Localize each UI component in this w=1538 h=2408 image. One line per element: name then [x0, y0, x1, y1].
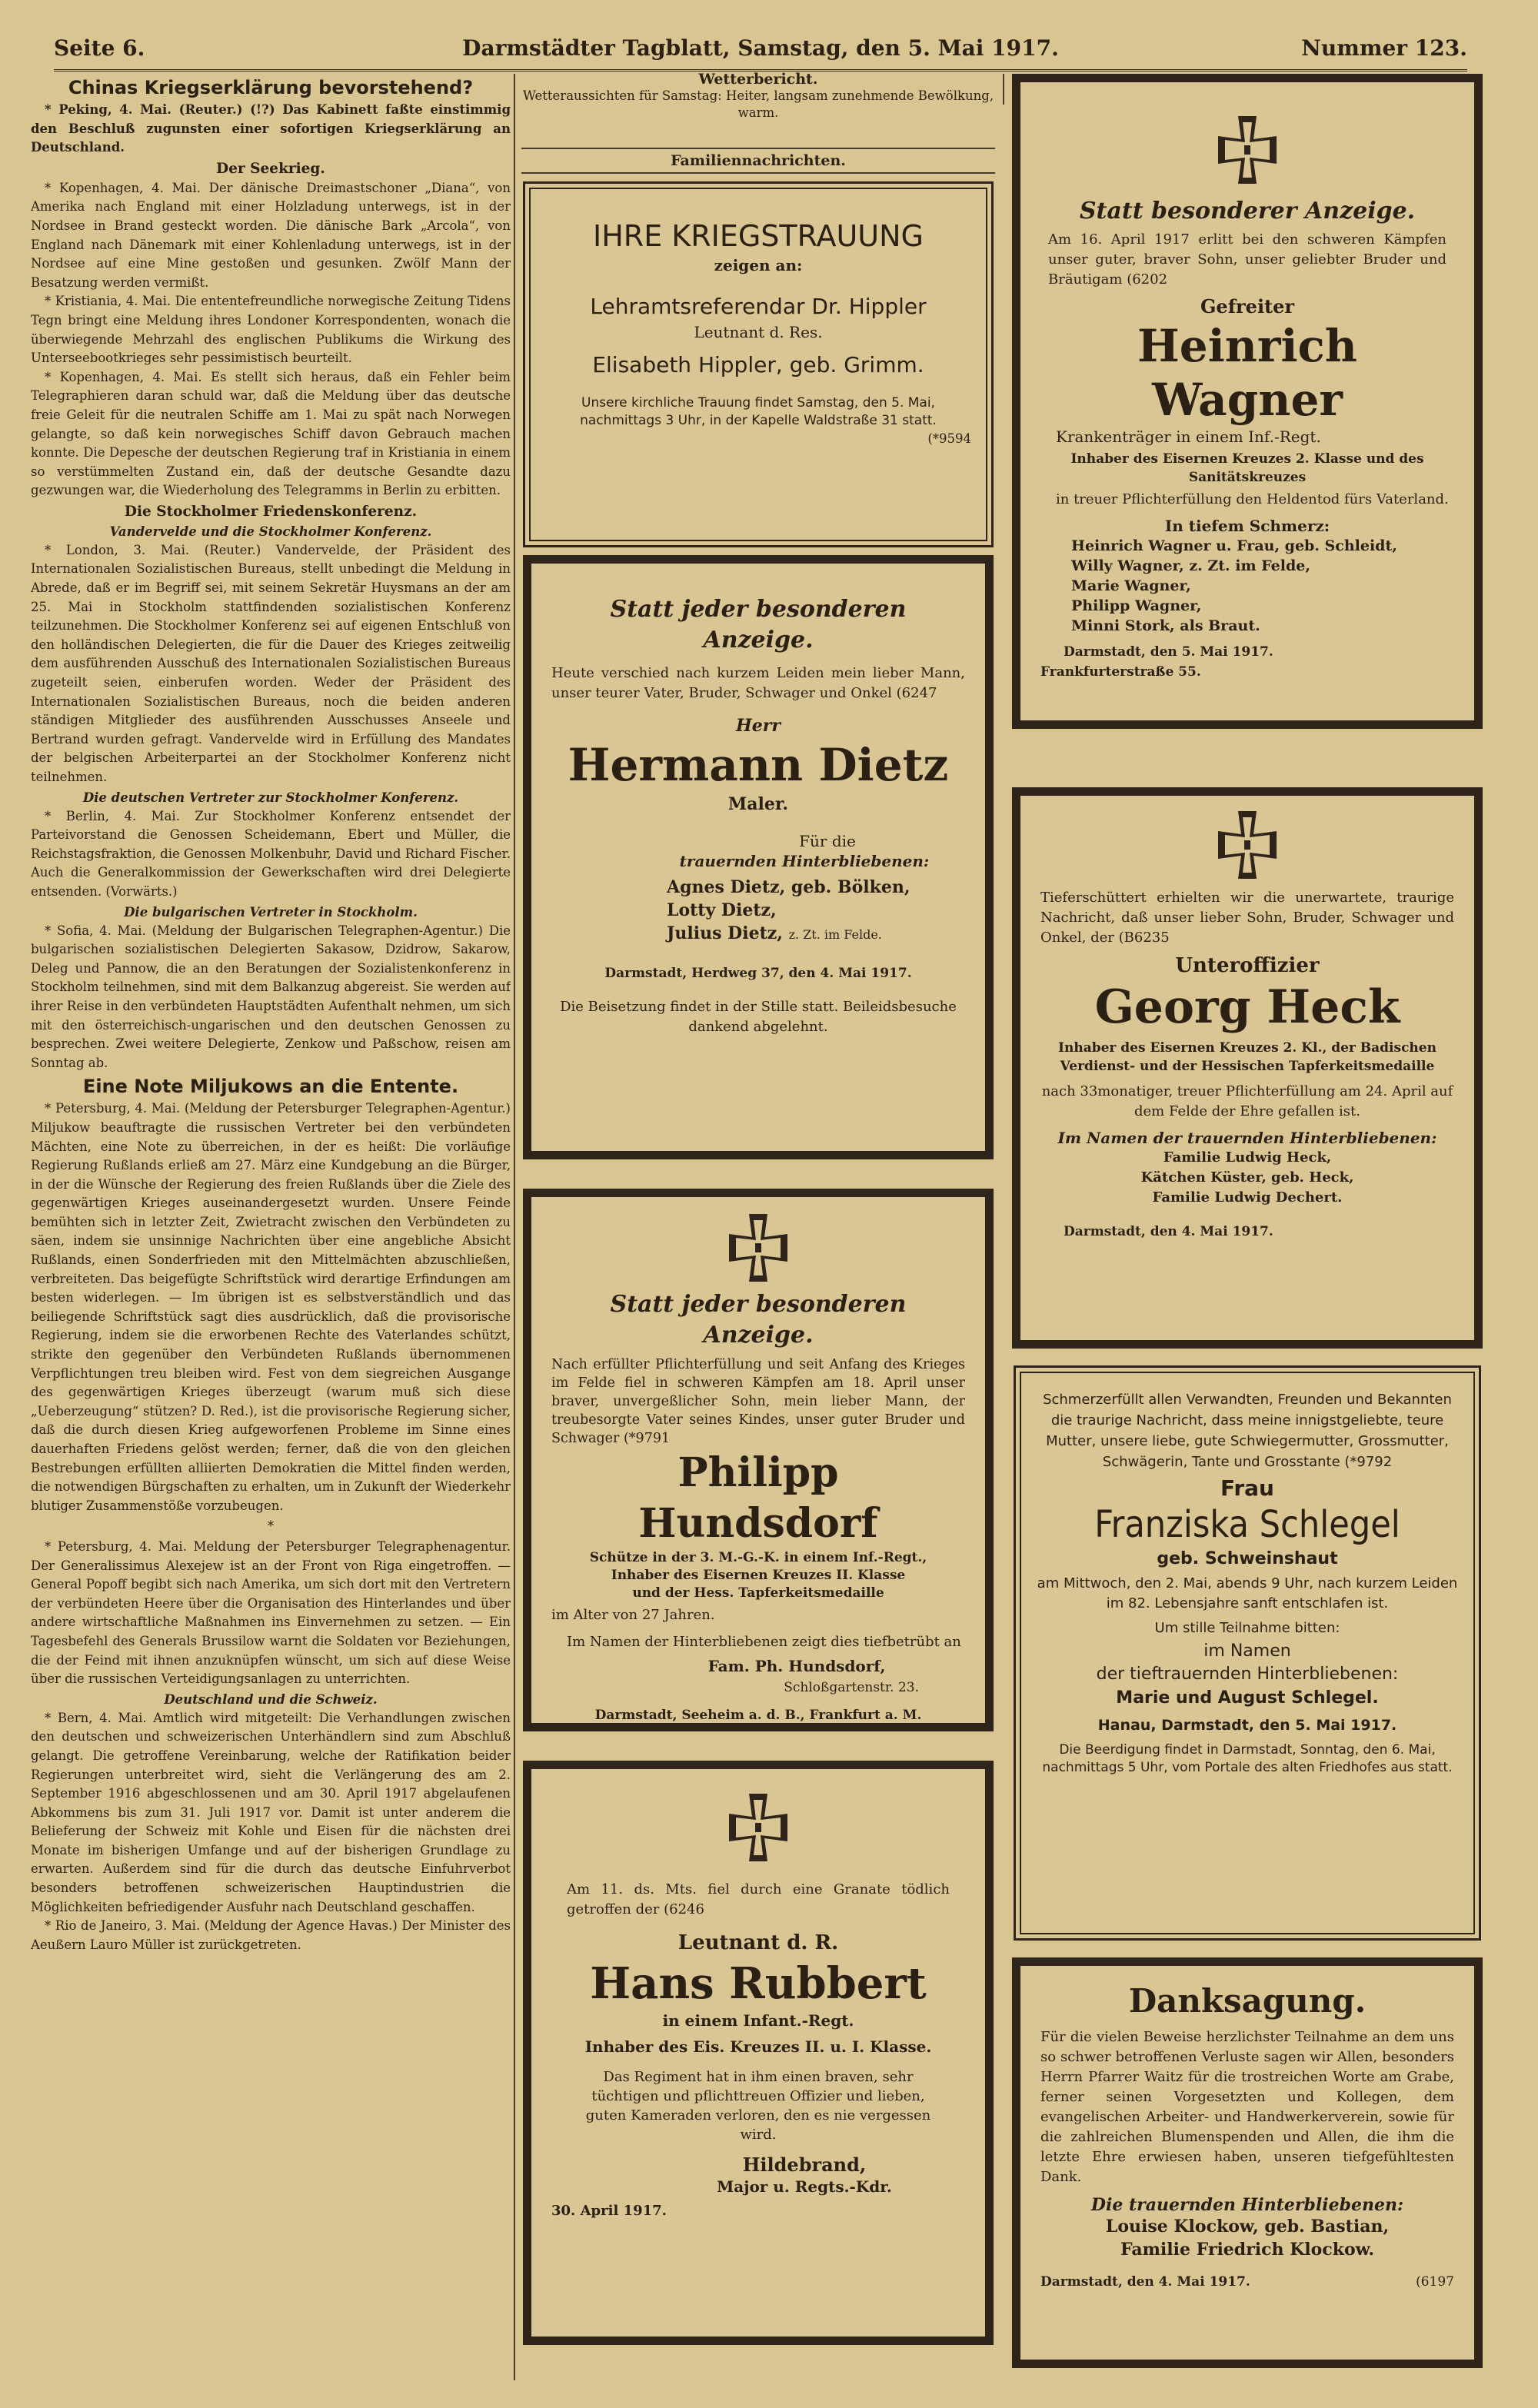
subheading: Deutschland und die Schweiz. [164, 1691, 378, 1707]
ad-place-date: Darmstadt, den 5. Mai 1917. [1064, 644, 1273, 660]
iron-cross-icon [720, 1209, 797, 1286]
mourner-3: Familie Ludwig Dechert. [1152, 1189, 1343, 1206]
ad-text [1036, 1389, 1459, 1472]
grief-label: In tiefem Schmerz: [1164, 517, 1330, 535]
subheading: Die bulgarischen Vertreter in Stockholm. [124, 904, 418, 920]
im-namen: im Namen [1203, 1641, 1291, 1661]
section-heading: Der Seekrieg. [216, 160, 325, 177]
mourner-5: Minni Stork, als Braut. [1071, 617, 1260, 634]
ad-text [1040, 230, 1454, 290]
deceased-name: Hans Rubbert [590, 1958, 927, 2009]
ad-heading: Statt besonderer Anzeige. [1079, 198, 1416, 225]
ad-text: Für die vielen Beweise herzlichster Teilnahme an dem uns so schwer betroffenen Verluste sagen wir Allen, besonders Herrn Pfarrer Waitz für die trostreichen Worte am Grabe, ferner seinen Vorgesetzten und Kollegen, dem evangelischen Arbeiter- und Handwerkerverein, sowie für die zahlreichen Blumenspenden und Allen, die ihm die letzte Ehre erwiesen haben, unseren tiefgefühltesten Dank. [1040, 2029, 1454, 2185]
wedding-sub: zeigen an: [714, 256, 803, 274]
ad-wedding-hippler [523, 181, 994, 547]
article-paragraph: * Petersburg, 4. Mai. Meldung der Petersburger Telegraphenagentur. Der Generalissimus Alexejew ist an der Front von Riga eingetroffen. — General Popoff begibt sich nach Amerika, um sich dort mit den Vertretern der verbündeten Heere über die Organisation des Hinterlandes und über andere wirtschaftliche Maßnahmen ins Einvernehmen zu setzen. — Ein Tagesbefehl des Generals Brussilow warnt die Soldaten vor Beziehungen, die der Feind mit ihnen anzuknüpfen wünscht, um sich auf diese Weise über die russischen Verteidigungsanlagen zu unterrichten. [31, 1538, 511, 1687]
article-paragraph: * Sofia, 4. Mai. (Meldung der Bulgarischen Telegraphen-Agentur.) Die bulgarischen sozialistischen Delegierten Sakasow, Dzidrow, Sakarow, Deleg und Pannow, die an den Beratungen der Sozialistenkonferenz in Stockholm teilnehmen, sind mit dem Balkanzug abgereist. Sie werden auf ihrer Reise in den verbündeten Hauptstädten Aufenthalt nehmen, um sich mit den österreichisch-ungarischen und den deutschen Genossen zu besprechen. Zwei weitere Delegierte, Zenkow und Paßschow, reisen am Sonntag ab. [31, 923, 511, 1070]
mourner-2: Kätchen Küster, geb. Heck, [1140, 1169, 1354, 1186]
rank: Leutnant d. R. [677, 1931, 839, 1954]
mourner-1: Heinrich Wagner u. Frau, geb. Schleidt, [1071, 537, 1397, 554]
ad-text-body: Heute verschied nach kurzem Leiden mein lieber Mann, unser teurer Vater, Bruder, Schwager und Onkel [551, 665, 965, 701]
ad-obituary-hundsdorf [523, 1189, 994, 1731]
issue-number: Nummer 123. [1301, 35, 1467, 61]
ad-text-body: Nach erfüllter Pflichterfüllung und seit Anfang des Krieges im Felde fiel in schweren Kämpfen am 18. April unser braver, unvergeßlicher Sohn, mein lieber Mann, der treubesorgte Vater seines Kindes, unser guter Bruder und Schwager [551, 1357, 965, 1446]
mourner-2: Willy Wagner, z. Zt. im Felde, [1071, 557, 1310, 574]
ad-heading: Danksagung. [1128, 1982, 1367, 2020]
ad-text-body: Schmerzerfüllt allen Verwandten, Freunden und Bekannten die traurige Nachricht, dass meine innigstgeliebte, teure Mutter, unsere liebe, gute Schwiegermutter, Grossmutter, Schwägerin, Tante und Grosstante [1043, 1392, 1452, 1470]
article-headline: Eine Note Miljukows an die Entente. [82, 1076, 459, 1098]
ad-code: (6197 [1416, 2274, 1454, 2290]
deceased-name: Franziska Schlegel [1094, 1503, 1400, 1546]
mourner-names: Marie und August Schlegel. [1116, 1688, 1379, 1708]
ad-code: (6246 [664, 1901, 704, 1917]
maiden-name: geb. Schweinshaut [1157, 1549, 1338, 1568]
groom-name: Lehramtsreferendar Dr. Hippler [590, 294, 927, 319]
groom-rank: Leutnant d. Res. [694, 323, 823, 341]
ad-code: (*9792 [1344, 1454, 1393, 1470]
heldentod-line: in treuer Pflichterfüllung den Heldentod fürs Vaterland. [1056, 491, 1449, 507]
mourner-2: Familie Friedrich Klockow. [1120, 2240, 1375, 2260]
article-paragraph: * Peking, 4. Mai. (Reuter.) (!?) Das Kabinett faßte einstimmig den Beschluß zugunsten einer sofortigen Kriegserklärung an Deutschland. [31, 102, 511, 155]
ad-place-date: Darmstadt, den 4. Mai 1917. [1064, 1224, 1273, 1239]
award-line: Inhaber des Eisernen Kreuzes 2. Klasse und des Sanitätskreuzes [1070, 451, 1424, 485]
deceased-name: Georg Heck [1094, 980, 1400, 1034]
request-line: Um stille Teilnahme bitten: [1154, 1620, 1340, 1636]
mourner-3-note: z. Zt. im Felde. [788, 927, 882, 942]
ad-place-date: Darmstadt, Herdweg 37, den 4. Mai 1917. [604, 966, 912, 981]
separator: * [267, 1518, 275, 1534]
ad-code: (*9791 [623, 1431, 671, 1446]
news-column [31, 74, 511, 2388]
ad-place-date: Darmstadt, Seeheim a. d. B., Frankfurt a. M. [594, 1708, 922, 1723]
rank-line: Schütze in der 3. M.-G.-K. in einem Inf.-Regt., [589, 1550, 927, 1565]
article-paragraph: * Rio de Janeiro, 3. Mai. (Meldung der Agence Havas.) Der Minister des Aeußern Lauro Müller ist zurückgetreten. [31, 1918, 511, 1952]
ad-obituary-schlegel [1014, 1365, 1481, 1941]
masthead-title: Darmstädter Tagblatt, Samstag, den 5. Mai 1917. [462, 35, 1059, 61]
ad-heading: Statt jeder besonderen Anzeige. [610, 1291, 907, 1349]
deceased-job: Maler. [727, 794, 789, 814]
award-line: Inhaber des Eisernen Kreuzes 2. Kl., der Badischen Verdienst- und der Hessischen Tapferkeitsmedaille [1058, 1040, 1436, 1074]
mourner-1: Agnes Dietz, geb. Bölken, [667, 877, 910, 897]
page-header [54, 31, 1467, 72]
ad-obituary-dietz [523, 555, 994, 1159]
service-line: nach 33monatiger, treuer Pflichterfüllung am 24. April auf dem Felde der Ehre gefallen ist. [1041, 1083, 1453, 1119]
award-line: Inhaber des Eisernen Kreuzes II. Klasse [611, 1568, 906, 1583]
subheading: Die deutschen Vertreter zur Stockholmer Konferenz. [82, 790, 459, 805]
mourners-label: Im Namen der trauernden Hinterbliebenen: [1057, 1129, 1437, 1147]
page-number: Seite 6. [54, 35, 145, 61]
mourner-1: Familie Ludwig Heck, [1163, 1149, 1332, 1166]
for-label: Für die [799, 832, 856, 850]
ad-text [551, 1355, 965, 1448]
mourners-label: der tieftrauernden Hinterbliebenen: [1096, 1665, 1399, 1684]
ad-text-body: Tieferschüttert erhielten wir die unerwartete, traurige Nachricht, daß unser lieber Sohn, Bruder, Schwager und Onkel, der [1040, 890, 1454, 946]
ad-text-body: Am 16. April 1917 erlitt bei den schweren Kämpfen unser guter, braver Sohn, unser geliebter Bruder und Bräutigam [1048, 231, 1446, 288]
ad-obituary-rubbert [523, 1761, 994, 2345]
ad-address: Frankfurterstraße 55. [1040, 664, 1201, 680]
rank: Gefreiter [1200, 295, 1295, 318]
ad-note: Die Beisetzung findet in der Stille statt. Beileidsbesuche dankend abgelehnt. [560, 999, 957, 1035]
signature-title: Major u. Regts.-Kdr. [717, 2177, 892, 2196]
article-paragraph: * Kopenhagen, 4. Mai. Der dänische Dreimastschoner „Diana“, von Amerika nach England mit einer Holzladung unterwegs, ist in der Nordsee in Brand gesteckt worden. Die dänische Bark „Arcola“, von England nach Dänemark mit einer Kohlenladung unterwegs, ist in der Nordsee auf eine Mine gestoßen und gesunken. Zwölf Mann der Besatzung werden vermißt. [31, 180, 511, 290]
rank: Unteroffizier [1175, 954, 1320, 977]
family-address: Schloßgartenstr. 23. [784, 1680, 919, 1695]
ad-thanks-klockow [1012, 1957, 1483, 2368]
ad-obituary-heck [1012, 787, 1483, 1349]
mourner-3-name: Julius Dietz, [667, 923, 783, 943]
ad-text [551, 1880, 965, 1920]
announce-line: Im Namen der Hinterbliebenen zeigt dies tiefbetrübt an [567, 1634, 961, 1650]
article-paragraph: * London, 3. Mai. (Reuter.) Vandervelde, der Präsident des Internationalen Sozialistischen Bureaus, stellt unbedingt die Meldung in Abrede, daß er im Begriff sei, mit seinem Sekretär Huysmans an der am 25. Mai in Stockholm stattfindenden sozialistischen Konferenz teilzunehmen. Die Stockholmer Konferenz sei auf eigenen Entschluß von den holländischen Delegierten, die für die Dauer des Krieges zeitweilig dem ausführenden Ausschuß des Internationalen Sozialistischen Bureaus zugeteilt seien, einberufen worden. Weder der Präsident des Internationalen Sozialistischen Bureaus, noch die beiden anderen ständigen Mitglieder des ausführenden Ausschusses Anseele und Bertrand wurden gefragt. Vandervelde wird in Erfüllung des Mandates der belgischen Arbeiterpartei an der Stockholmer Konferenz nicht teilnehmen. [31, 542, 511, 784]
mourner-2: Lotty Dietz, [667, 900, 777, 920]
iron-cross-icon [720, 1789, 797, 1866]
article-paragraph: * Petersburg, 4. Mai. (Meldung der Petersburger Telegraphen-Agentur.) Miljukow beauftragte die russischen Vertreter bei den verbündeten Mächten, eine Note zu überreichen, in der es heißt: Die vorläufige Regierung Rußlands erließ am 27. März eine Kundgebung an die Bürger, in der die Wünsche der Regierung des freien Rußlands über die Ziele des gegenwärtigen Krieges auseinandergesetzt wurden. Unsere Feinde bemühten sich in letzter Zeit, Zwietracht zwischen den Verbündeten zu säen, indem sie unsinnige Nachrichten über eine angebliche Absicht Rußlands, einen Sonderfrieden mit den Mittelmächten abzuschließen, verbreiteten. Das beigefügte Schriftstück wird derartige Erfindungen am besten widerlegen. — Im übrigen ist es selbstverständlich und das beiliegende Schriftstück sagt dies ausdrücklich, daß die provisorische Regierung, indem sie die erworbenen Rechte des Vaterlandes schützt, strikte den gegenüber den Verbündeten Rußlands übernommenen Verpflichtungen treu bleiben wird. Fest von dem siegreichen Ausgange des gegenwärtigen Krieges überzeugt (warum muß sich diese „Ueberzeugung“ stützen? D. Red.), ist die provisorische Regierung sicher, daß die durch diesen Krieg aufgeworfenen Probleme im Sinne eines dauerhaften Friedens gelöst werden; ferner, daß die von den gleichen Bestrebungen erfüllten alliierten Demokratien die Mittel finden werden, die notwendigen Bürgschaften zu erhalten, um in Zukunft der Wiederkehr blutiger Zusammenstöße vorzubeugen. [31, 1101, 511, 1513]
mourners-label: Die trauernden Hinterbliebenen: [1090, 2195, 1404, 2215]
family-name: Fam. Ph. Hundsdorf, [707, 1657, 886, 1675]
unit-line: in einem Infant.-Regt. [662, 2011, 854, 2030]
article-paragraph: * Kopenhagen, 4. Mai. Es stellt sich heraus, daß ein Fehler beim Telegraphieren daran schuld war, daß die Meldung über das deutsche freie Geleit für die neutralen Schiffe am 1. Mai zu spät nach Norwegen gelangte, so daß kein norwegisches Schiff davon Gebrauch machen konnte. Die Depesche der deutschen Regierung traf in Kristiania in einem so verstümmelten Zustand ein, daß der deutsche Gesandte dazu gezwungen war, die Wiederholung des Telegramms in Berlin zu erbitten. [31, 369, 511, 498]
ad-footer [1040, 2272, 1454, 2292]
wedding-note: Unsere kirchliche Trauung findet Samstag, den 5. Mai, nachmittags 3 Uhr, in der Kapelle Waldstraße 31 statt. [580, 395, 937, 428]
wedding-headline: IHRE KRIEGSTRAUUNG [593, 219, 924, 253]
ad-code: (6247 [896, 685, 937, 701]
weather-title: Wetterbericht. [698, 71, 818, 88]
ad-code: (6202 [1127, 271, 1168, 288]
column-rule [514, 74, 515, 2380]
award-line: und der Hess. Tapferkeitsmedaille [632, 1585, 884, 1601]
age-line: im Alter von 27 Jahren. [551, 1607, 715, 1623]
mourners-label: trauernden Hinterbliebenen: [679, 852, 930, 870]
bride-name: Elisabeth Hippler, geb. Grimm. [592, 352, 924, 377]
article-paragraph: * Berlin, 4. Mai. Zur Stockholmer Konferenz entsendet der Parteivorstand die Genossen Scheidemann, Ebert und Müller, die Reichstagsfraktion, die Genossen Molkenbuhr, David und Richard Fischer. Auch die Generalkommission der Gewerkschaften wird drei Delegierte entsenden. (Vorwärts.) [31, 808, 511, 899]
ad-place-date: Darmstadt, den 4. Mai 1917. [1040, 2274, 1250, 2290]
section-heading: Die Stockholmer Friedenskonferenz. [124, 503, 418, 520]
weather-report [521, 71, 995, 121]
iron-cross-icon [1209, 111, 1286, 188]
mourner-4: Philipp Wagner, [1071, 597, 1202, 614]
mourner-3 [551, 922, 965, 946]
frau-label: Frau [1220, 1475, 1274, 1501]
deceased-name: Heinrich Wagner [1137, 320, 1357, 426]
ad-text [551, 664, 965, 703]
article-paragraph: * Kristiania, 4. Mai. Die ententefreundliche norwegische Zeitung Tidens Tegn bringt eine Meldung ihres Londoner Korrespondenten, wonach die überwiegende Mehrzahl des englischen Publikums die Wirkung des Unterseebootkrieges sehr pessimistisch beurteilt. [31, 294, 511, 366]
mourner-1: Louise Klockow, geb. Bastian, [1105, 2217, 1390, 2237]
ad-place-date: Hanau, Darmstadt, den 5. Mai 1917. [1097, 1717, 1397, 1734]
deceased-name: Hermann Dietz [568, 739, 949, 791]
ad-obituary-wagner [1012, 74, 1483, 729]
funeral-note: Die Beerdigung findet in Darmstadt, Sonntag, den 6. Mai, nachmittags 5 Uhr, vom Portale des alten Friedhofes aus statt. [1042, 1742, 1453, 1775]
ad-date: 30. April 1917. [551, 2203, 667, 2219]
deceased-name: Philipp Hundsdorf [638, 1449, 878, 1547]
article-headline: Chinas Kriegserklärung bevorstehend? [68, 77, 474, 98]
ad-heading: Statt jeder besonderen Anzeige. [610, 596, 907, 654]
family-news-header: Familiennachrichten. [521, 148, 995, 174]
signature-name: Hildebrand, [742, 2154, 867, 2176]
ad-code: (*9594 [927, 431, 971, 446]
herr-label: Herr [736, 716, 781, 736]
ad-code: (B6235 [1118, 930, 1170, 946]
death-line: am Mittwoch, den 2. Mai, abends 9 Uhr, nach kurzem Leiden im 82. Lebensjahre sanft entschlafen ist. [1037, 1575, 1458, 1611]
mourner-3: Marie Wagner, [1071, 577, 1191, 594]
ad-text [1040, 888, 1454, 948]
award-line: Inhaber des Eis. Kreuzes II. u. I. Klasse. [584, 2037, 932, 2056]
subheading: Vandervelde und die Stockholmer Konferenz. [109, 524, 432, 539]
unit-line: Krankenträger in einem Inf.-Regt. [1056, 427, 1321, 446]
regiment-note: Das Regiment hat in ihm einen braven, sehr tüchtigen und pflichttreuen Offizier und lieben, guten Kameraden verloren, den es nie vergessen wird. [585, 2069, 931, 2143]
article-paragraph: * Bern, 4. Mai. Amtlich wird mitgeteilt: Die Verhandlungen zwischen den deutschen und schweizerischen Unterhändlern sind zum Abschluß gelangt. Die getroffene Vereinbarung, welche der Ratifikation beider Regierungen unterbreitet wird, sieht die Verlängerung des am 2. September 1916 abgeschlossenen und am 30. April 1917 abgelaufenen Abkommens bis zum 31. Juli 1917 vor. Damit ist unter anderem die Belieferung der Schweiz mit Kohle und Eisen für die nächsten drei Monate im bisherigen Umfange und auf der bisherigen Grundlage zu erwarten. Außerdem sind für die durch das deutsche Einfuhrverbot besonders betroffenen schweizerischen Hauptindustrien die Möglichkeiten befriedigender Ausfuhr nach Deutschland geschaffen. [31, 1710, 511, 1914]
ad-text-body: Am 11. ds. Mts. fiel durch eine Granate tödlich getroffen der [567, 1881, 950, 1917]
column-rule [1003, 74, 1004, 105]
weather-text: Wetteraussichten für Samstag: Heiter, langsam zunehmende Bewölkung, warm. [522, 88, 994, 120]
iron-cross-icon [1209, 807, 1286, 883]
